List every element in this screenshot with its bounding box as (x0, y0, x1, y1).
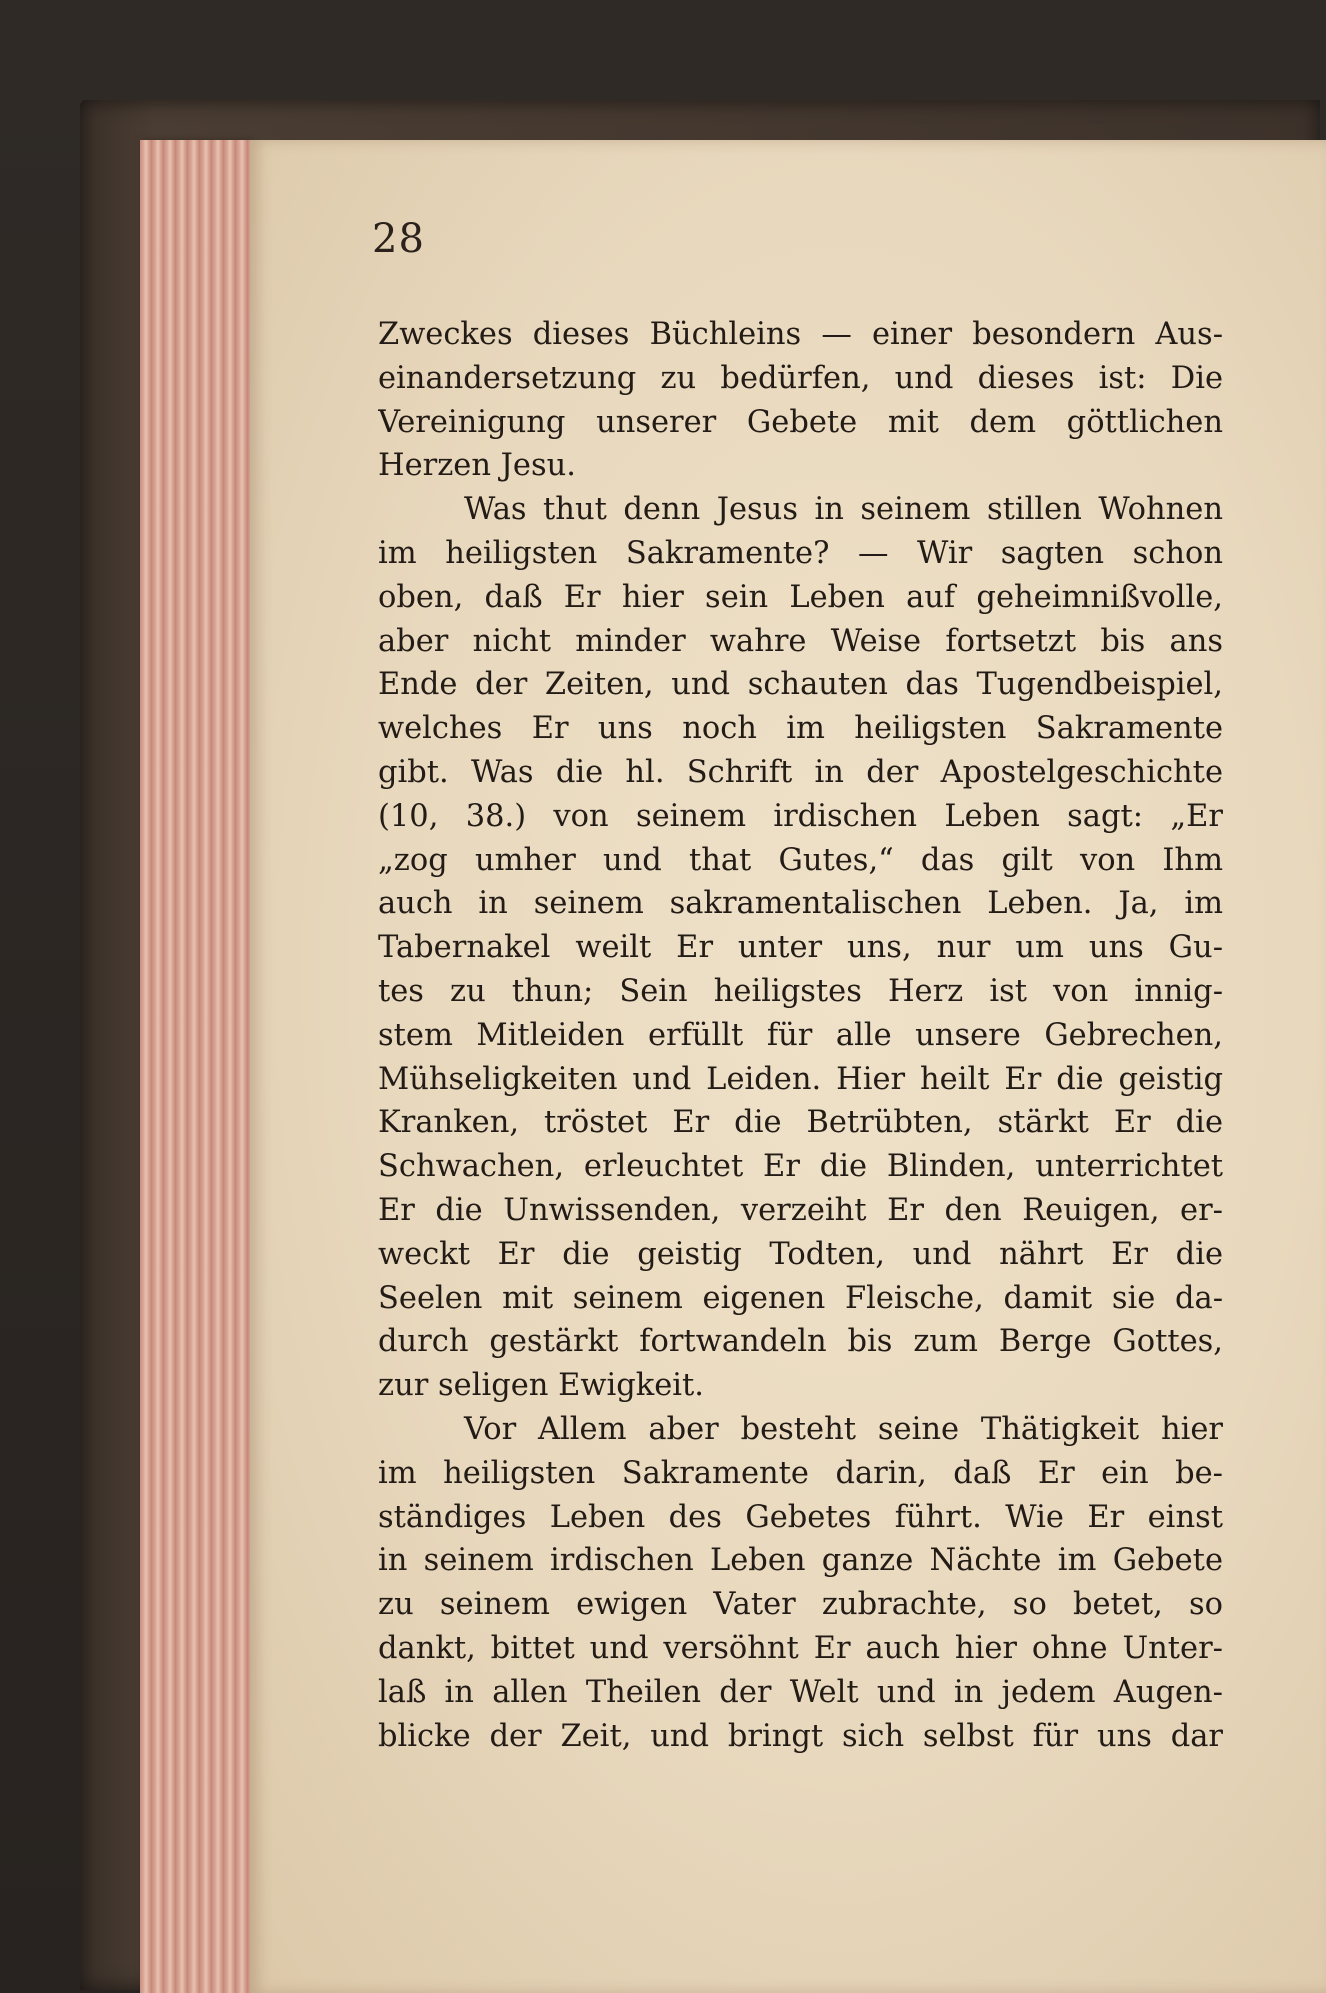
text-line: Zweckes dieses Büchleins — einer besondern Aus- (378, 317, 1223, 352)
text-line: Vor Allem aber besteht seine Thätigkeit hier (464, 1411, 1223, 1447)
text-line: laß in allen Theilen der Welt und in jedem Augen- (378, 1674, 1223, 1710)
text-line: Vereinigung unserer Gebete mit dem göttlichen (378, 404, 1223, 440)
text-line: blicke der Zeit, und bringt sich selbst für uns dar (378, 1718, 1223, 1754)
text-line: gibt. Was die hl. Schrift in der Apostelgeschichte (378, 754, 1223, 790)
text-line: Seelen mit seinem eigenen Fleische, damit sie da- (378, 1280, 1223, 1316)
text-line: stem Mitleiden erfüllt für alle unsere Gebrechen, (378, 1017, 1223, 1053)
text-line: Kranken, tröstet Er die Betrübten, stärkt Er die (378, 1105, 1223, 1141)
page-text (378, 313, 1223, 1758)
text-line: Ende der Zeiten, und schauten das Tugendbeispiel, (378, 667, 1223, 703)
page-edges (140, 140, 250, 1993)
text-line: Herzen Jesu. (378, 448, 576, 484)
text-line: Mühseligkeiten und Leiden. Hier heilt Er die geistig (378, 1061, 1223, 1097)
text-line: zur seligen Ewigkeit. (378, 1368, 704, 1404)
text-line: in seinem irdischen Leben ganze Nächte im Gebete (378, 1543, 1223, 1579)
text-line: welches Er uns noch im heiligsten Sakramente (378, 711, 1223, 747)
text-line: weckt Er die geistig Todten, und nährt Er die (378, 1236, 1223, 1272)
page-number: 28 (372, 216, 425, 262)
text-line: einandersetzung zu bedürfen, und dieses ist: Die (378, 360, 1223, 396)
text-line: durch gestärkt fortwandeln bis zum Berge Gottes, (378, 1324, 1223, 1360)
text-line: tes zu thun; Sein heiligstes Herz ist von innig- (378, 973, 1223, 1009)
text-line: Er die Unwissenden, verzeiht Er den Reuigen, er- (378, 1192, 1223, 1228)
text-line: aber nicht minder wahre Weise fortsetzt bis ans (378, 623, 1223, 659)
text-line: Schwachen, erleuchtet Er die Blinden, unterrichtet (378, 1149, 1223, 1185)
text-line: auch in seinem sakramentalischen Leben. Ja, im (378, 886, 1223, 922)
book-page (250, 140, 1326, 1993)
text-line: im heiligsten Sakramente? — Wir sagten schon (378, 535, 1223, 571)
text-line: zu seinem ewigen Vater zubrachte, so betet, so (378, 1587, 1223, 1623)
text-line: dankt, bittet und versöhnt Er auch hier ohne Unter- (378, 1630, 1223, 1666)
text-line: Tabernakel weilt Er unter uns, nur um uns Gu- (378, 930, 1223, 966)
text-line: (10, 38.) von seinem irdischen Leben sagt: „Er (378, 798, 1223, 834)
text-line: im heiligsten Sakramente darin, daß Er ein be- (378, 1455, 1223, 1491)
text-line: oben, daß Er hier sein Leben auf geheimnißvolle, (378, 579, 1223, 615)
text-line: „zog umher und that Gutes,“ das gilt von Ihm (378, 842, 1223, 878)
text-line: ständiges Leben des Gebetes führt. Wie Er einst (378, 1499, 1223, 1535)
text-line: Was thut denn Jesus in seinem stillen Wohnen (464, 492, 1223, 528)
